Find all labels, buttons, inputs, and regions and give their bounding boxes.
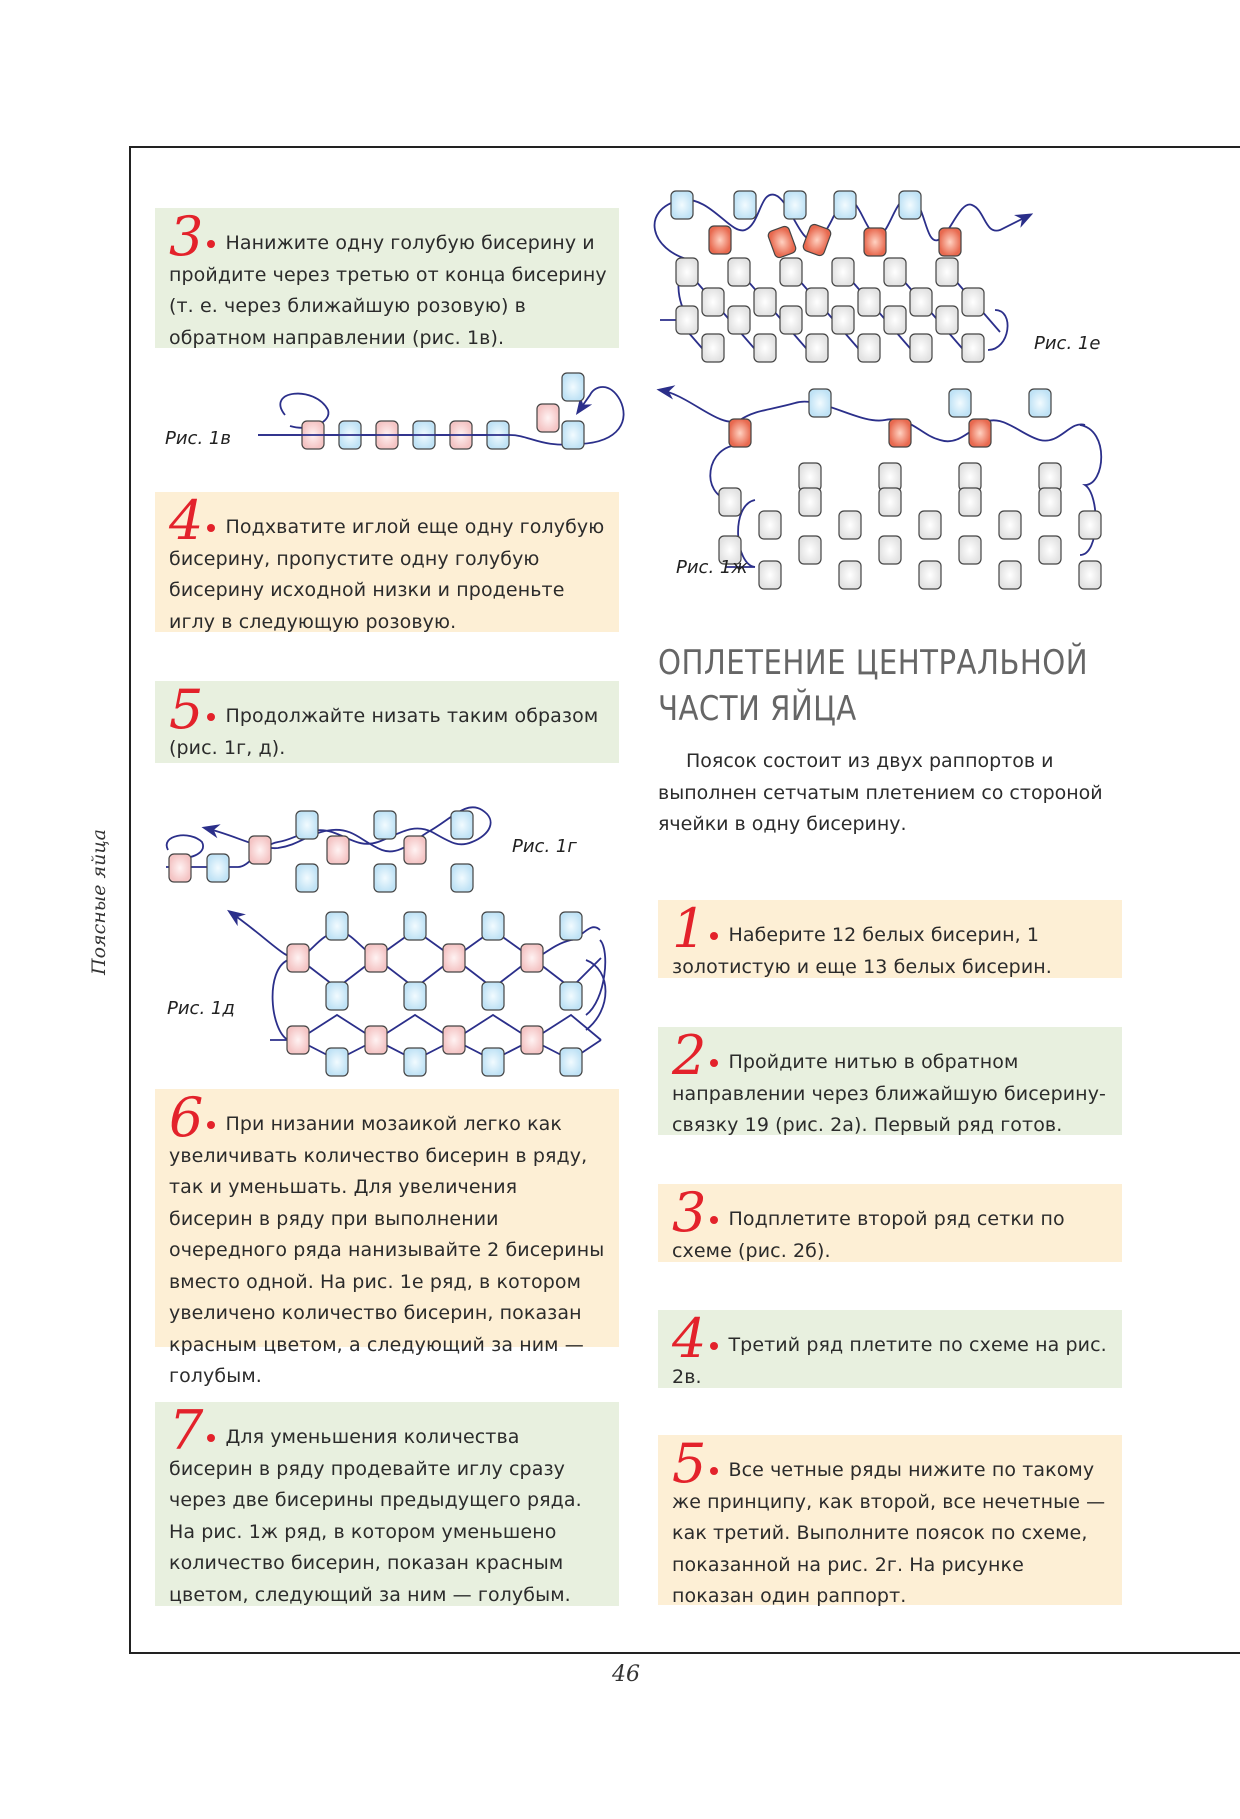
step-number: 2 bbox=[672, 1024, 707, 1087]
bead-icon bbox=[999, 511, 1021, 539]
step-number: 4 bbox=[672, 1307, 707, 1370]
bead-icon bbox=[919, 561, 941, 589]
bead-icon bbox=[754, 334, 776, 362]
step-right-2 bbox=[658, 1024, 1122, 1136]
bead-icon bbox=[404, 982, 426, 1010]
bead-icon bbox=[169, 854, 191, 882]
bead-icon bbox=[709, 226, 731, 254]
bead-icon bbox=[719, 488, 741, 516]
bead-icon bbox=[879, 536, 901, 564]
step-number: 6 bbox=[169, 1086, 204, 1149]
bead-icon bbox=[832, 258, 854, 286]
bead-icon bbox=[799, 463, 821, 491]
bead-icon bbox=[962, 334, 984, 362]
step-number: 1 bbox=[672, 897, 707, 960]
bead-icon bbox=[451, 811, 473, 839]
bead-icon bbox=[404, 1048, 426, 1076]
bead-icon bbox=[910, 288, 932, 316]
bead-icon bbox=[799, 488, 821, 516]
bead-icon bbox=[562, 421, 584, 449]
bead-icon bbox=[326, 912, 348, 940]
bead-icon bbox=[734, 191, 756, 219]
bead-icon bbox=[537, 404, 559, 432]
bead-icon bbox=[959, 463, 981, 491]
step-text: Третий ряд плетите по схеме на рис. 2в. bbox=[672, 1334, 1107, 1388]
figure-label-1d: Рис. 1д bbox=[167, 998, 235, 1019]
bead-icon bbox=[832, 306, 854, 334]
bead-icon bbox=[482, 912, 504, 940]
bead-icon bbox=[249, 836, 271, 864]
figure-1d-diagram bbox=[260, 900, 620, 1035]
step-left-6 bbox=[155, 1086, 619, 1387]
bead-icon bbox=[374, 811, 396, 839]
section-heading-line-1: ОПЛЕТЕНИЕ ЦЕНТРАЛЬНОЙ bbox=[658, 643, 1089, 683]
step-number: 5 bbox=[169, 678, 204, 741]
bullet-dot bbox=[710, 1216, 718, 1224]
step-text: Наберите 12 белых бисерин, 1 золотистую и еще 13 белых бисерин. bbox=[672, 924, 1052, 978]
step-number: 3 bbox=[672, 1181, 707, 1244]
bead-icon bbox=[969, 419, 991, 447]
bead-icon bbox=[879, 463, 901, 491]
step-left-5 bbox=[155, 678, 619, 763]
bead-icon bbox=[287, 1026, 309, 1054]
bead-icon bbox=[702, 288, 724, 316]
step-text: Все четные ряды нижите по такому же принципу, как второй, все нечетные — как третий. Выполните поясок по схеме, показанной на рис. 2г. На рисунке показан один раппорт. bbox=[672, 1459, 1106, 1607]
bead-icon bbox=[879, 488, 901, 516]
step-text: Подхватите иглой еще одну голубую бисерину, пропустите одну голубую бисерину исходной низки и проденьте иглу в следующую розовую. bbox=[169, 516, 605, 633]
step-right-5 bbox=[658, 1432, 1122, 1607]
figure-label-1g: Рис. 1г bbox=[512, 836, 577, 857]
bead-icon bbox=[1039, 463, 1061, 491]
figure-1g-diagram bbox=[150, 780, 490, 880]
bead-icon bbox=[839, 511, 861, 539]
bead-icon bbox=[754, 288, 776, 316]
step-text: Нанижите одну голубую бисерину и пройдите через третью от конца бисерину (т. е. через ближайшую розовую) в обратном направлении (рис. 1в). bbox=[169, 232, 607, 349]
bullet-dot bbox=[710, 932, 718, 940]
thread-line bbox=[586, 940, 606, 1030]
figure-1e-diagram bbox=[650, 190, 1030, 355]
bead-icon bbox=[521, 1026, 543, 1054]
bead-icon bbox=[919, 511, 941, 539]
bead-icon bbox=[326, 982, 348, 1010]
bead-icon bbox=[560, 912, 582, 940]
bead-icon bbox=[728, 306, 750, 334]
bullet-dot bbox=[710, 1059, 718, 1067]
bead-icon bbox=[858, 288, 880, 316]
bead-icon bbox=[702, 334, 724, 362]
step-right-1 bbox=[658, 897, 1122, 978]
bead-icon bbox=[959, 488, 981, 516]
bullet-dot bbox=[207, 713, 215, 721]
bead-icon bbox=[482, 1048, 504, 1076]
bead-icon bbox=[759, 511, 781, 539]
bead-icon bbox=[767, 225, 797, 259]
bead-icon bbox=[296, 811, 318, 839]
section-heading bbox=[658, 640, 1088, 732]
bead-icon bbox=[729, 419, 751, 447]
bead-icon bbox=[910, 334, 932, 362]
step-text: Подплетите второй ряд сетки по схеме (рис. 2б). bbox=[672, 1208, 1065, 1262]
bead-icon bbox=[671, 191, 693, 219]
bullet-dot bbox=[710, 1467, 718, 1475]
bead-icon bbox=[296, 864, 318, 892]
thread-line bbox=[660, 390, 1085, 441]
figure-1zh-diagram bbox=[700, 385, 1120, 590]
bead-icon bbox=[780, 306, 802, 334]
step-text: При низании мозаикой легко как увеличивать количество бисерин в ряду, так и уменьшать. Для увеличения бисерин в ряду при выполнении очередного ряда нанизывайте 2 бисерины вместо одной. На рис. 1е ряд, в котором увеличено количество бисерин, показан красным цветом, а следующий за ним — голубым. bbox=[169, 1113, 605, 1387]
step-text: Продолжайте низать таким образом (рис. 1г, д). bbox=[169, 705, 599, 759]
bead-icon bbox=[999, 561, 1021, 589]
bead-icon bbox=[780, 258, 802, 286]
bead-icon bbox=[451, 864, 473, 892]
bead-icon bbox=[365, 944, 387, 972]
bead-icon bbox=[899, 191, 921, 219]
bead-icon bbox=[676, 306, 698, 334]
bead-icon bbox=[560, 1048, 582, 1076]
page-number: 46 bbox=[612, 1662, 640, 1687]
bead-icon bbox=[287, 944, 309, 972]
figure-label-1v: Рис. 1в bbox=[165, 428, 231, 449]
bullet-dot bbox=[207, 524, 215, 532]
bead-icon bbox=[936, 258, 958, 286]
bead-icon bbox=[809, 389, 831, 417]
bead-icon bbox=[799, 536, 821, 564]
figure-label-1zh: Рис. 1ж bbox=[676, 557, 748, 578]
intro-paragraph: Поясок состоит из двух раппортов и выполнен сетчатым плетением со стороной ячейки в одну бисерину. bbox=[658, 750, 1103, 835]
bead-icon bbox=[839, 561, 861, 589]
bead-icon bbox=[560, 982, 582, 1010]
bead-icon bbox=[884, 258, 906, 286]
step-text: Для уменьшения количества бисерин в ряду продевайте иглу сразу через две бисерины предыдущего ряда. На рис. 1ж ряд, в котором уменьшено количество бисерин, показан красным цветом, следующий за ним — голубым. bbox=[169, 1426, 582, 1606]
bead-icon bbox=[676, 258, 698, 286]
bead-icon bbox=[404, 912, 426, 940]
bead-icon bbox=[482, 982, 504, 1010]
bead-icon bbox=[404, 836, 426, 864]
bullet-dot bbox=[207, 1434, 215, 1442]
bead-icon bbox=[326, 1048, 348, 1076]
bead-icon bbox=[936, 306, 958, 334]
bead-icon bbox=[939, 228, 961, 256]
bead-icon bbox=[521, 944, 543, 972]
bead-icon bbox=[1039, 536, 1061, 564]
bead-icon bbox=[884, 306, 906, 334]
bead-icon bbox=[1079, 511, 1101, 539]
bead-icon bbox=[207, 854, 229, 882]
step-left-7 bbox=[155, 1399, 619, 1606]
step-number: 5 bbox=[672, 1432, 707, 1495]
bead-icon bbox=[1039, 488, 1061, 516]
bullet-dot bbox=[207, 240, 215, 248]
bead-icon bbox=[365, 1026, 387, 1054]
bead-icon bbox=[784, 191, 806, 219]
bead-icon bbox=[806, 334, 828, 362]
bead-icon bbox=[949, 389, 971, 417]
bead-icon bbox=[962, 288, 984, 316]
step-number: 3 bbox=[169, 205, 204, 268]
bullet-dot bbox=[710, 1342, 718, 1350]
bead-icon bbox=[374, 864, 396, 892]
step-left-3 bbox=[155, 205, 619, 349]
bead-icon bbox=[889, 419, 911, 447]
bullet-dot bbox=[207, 1121, 215, 1129]
step-right-3 bbox=[658, 1181, 1122, 1262]
step-right-4 bbox=[658, 1307, 1122, 1388]
bead-icon bbox=[1079, 561, 1101, 589]
thread-line bbox=[273, 960, 288, 1040]
bead-icon bbox=[1029, 389, 1051, 417]
step-number: 4 bbox=[169, 489, 204, 552]
figure-label-1e: Рис. 1е bbox=[1034, 333, 1101, 354]
bead-icon bbox=[728, 258, 750, 286]
bead-icon bbox=[443, 944, 465, 972]
section-heading-line-2: ЧАСТИ ЯЙЦА bbox=[658, 689, 857, 729]
bead-icon bbox=[562, 373, 584, 401]
bead-icon bbox=[959, 536, 981, 564]
step-left-4 bbox=[155, 489, 619, 633]
bead-icon bbox=[327, 836, 349, 864]
bead-icon bbox=[443, 1026, 465, 1054]
bead-icon bbox=[759, 561, 781, 589]
step-text: Пройдите нитью в обратном направлении через ближайшую бисерину-связку 19 (рис. 2а). Первый ряд готов. bbox=[672, 1051, 1107, 1136]
section-side-title: Поясные яйца bbox=[88, 829, 110, 975]
bead-icon bbox=[858, 334, 880, 362]
bead-icon bbox=[864, 228, 886, 256]
bead-icon bbox=[806, 288, 828, 316]
bead-icon bbox=[834, 191, 856, 219]
step-number: 7 bbox=[169, 1399, 204, 1462]
